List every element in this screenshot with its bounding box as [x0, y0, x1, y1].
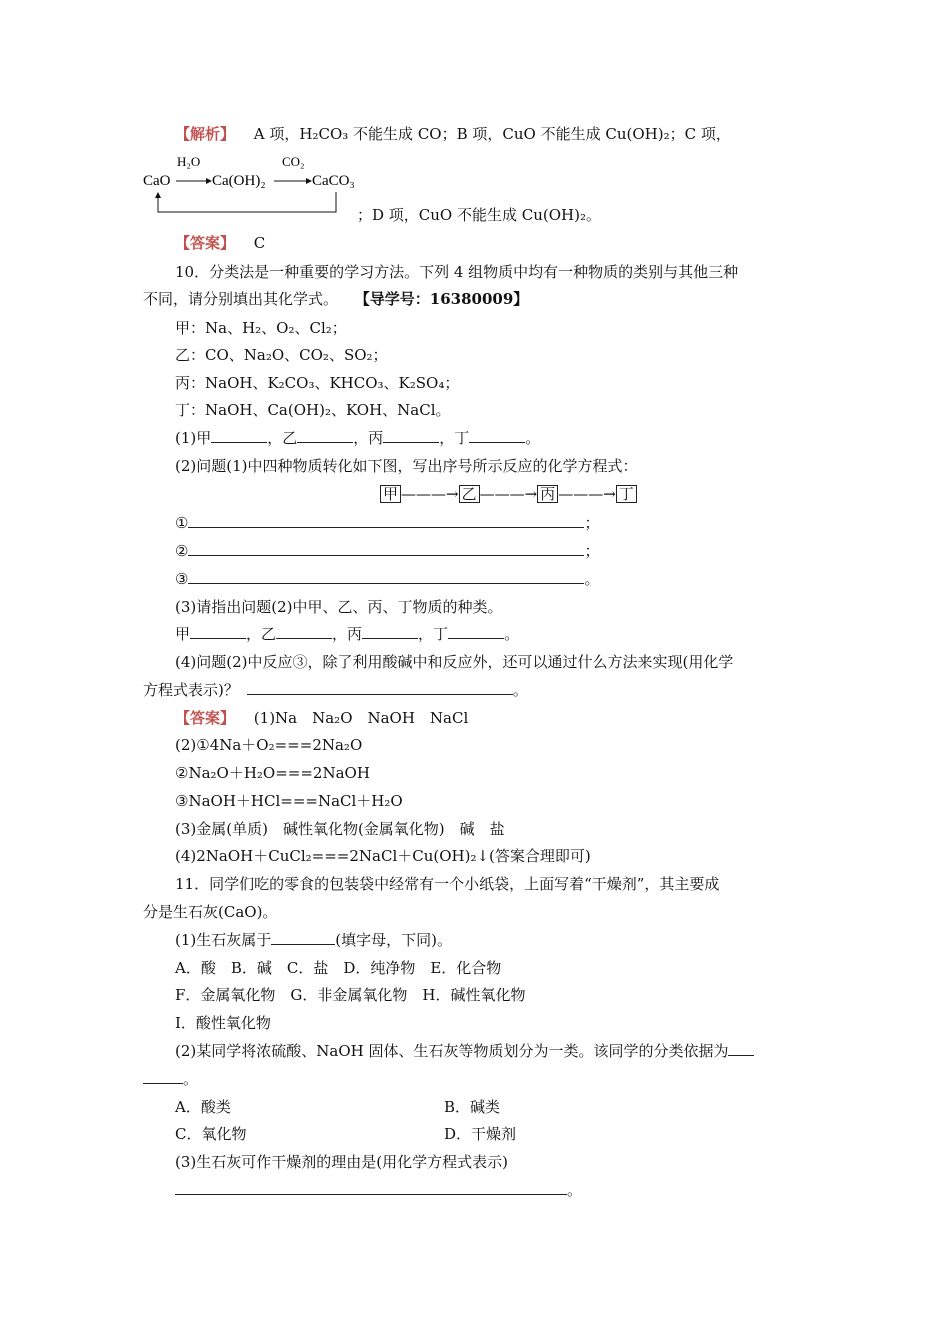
q10-p4-line2 — [143, 680, 528, 700]
item-1-end: ； — [584, 514, 600, 532]
q11-p3-line — [175, 1180, 582, 1200]
q11-p3-end: 。 — [567, 1181, 583, 1199]
diagram-arrow1-label: H₂O — [177, 154, 201, 169]
q10-p2-stem: (2)问题(1)中四种物质转化如下图，写出序号所示反应的化学方程式： — [175, 457, 638, 475]
p3-label-b: ，乙 — [246, 625, 277, 643]
jiexi-tag: 【解析】 — [175, 125, 236, 143]
loop-arrow-head — [155, 192, 161, 198]
q11-optA: A．酸类 — [175, 1098, 231, 1116]
p3-label-e: 。 — [504, 625, 520, 643]
q10-p3-stem: (3)请指出问题(2)中甲、乙、丙、丁物质的种类。 — [175, 598, 503, 616]
blank-p4[interactable] — [247, 680, 513, 695]
answer10-a5: (3)金属(单质) 碱性氧化物(金属氧化物) 碱 盐 — [175, 820, 505, 838]
q11-opts3: I．酸性氧化物 — [175, 1014, 271, 1032]
q11-stem1: 11．同学们吃的零食的包装袋中经常有一个小纸袋，上面写着“干燥剂”，其主要成 — [175, 875, 720, 893]
q11-p2-end: 。 — [183, 1070, 199, 1088]
blank-eq-2[interactable] — [188, 541, 584, 556]
flow-ding: 丁 — [616, 485, 637, 503]
q11-p1-end: (填字母，下同)。 — [335, 931, 452, 949]
p1-label-b: ，乙 — [267, 429, 298, 447]
blank-q11-2a[interactable] — [728, 1041, 754, 1056]
item-2-num: ② — [175, 542, 189, 560]
q11-p1-text: (1)生石灰属于 — [175, 931, 272, 949]
jiexi-line — [175, 124, 731, 144]
item-2-end: ； — [584, 542, 600, 560]
q11-p2-text: (2)某同学将浓硫酸、NaOH 固体、生石灰等物质划分为一类。该同学的分类依据为 — [175, 1042, 729, 1060]
q11-p2-cont — [143, 1069, 198, 1089]
q10-group-1: 甲：Na、H₂、O₂、Cl₂； — [175, 319, 347, 337]
diagram-cao: CaO — [143, 173, 171, 189]
flow-jia: 甲 — [380, 485, 401, 503]
answer10-tag: 【答案】 — [175, 709, 236, 727]
blank-ding[interactable] — [469, 428, 525, 443]
p1-label-a: (1)甲 — [175, 429, 212, 447]
q10-stem2: 不同，请分别填出其化学式。 — [143, 290, 339, 308]
flow-arrow-3: ———→ — [558, 485, 616, 503]
p1-label-c: ，丙 — [353, 429, 384, 447]
answer9-value: C — [253, 234, 266, 252]
item-3-num: ③ — [175, 570, 189, 588]
answer10-a2: (2)①4Na＋O₂===2Na₂O — [175, 736, 363, 754]
blank-yi[interactable] — [297, 428, 353, 443]
diagram-caco3: CaCO₃ — [312, 173, 355, 189]
p1-label-d: ，丁 — [439, 429, 470, 447]
answer10-a3: ②Na₂O＋H₂O===2NaOH — [175, 764, 370, 782]
item-3-end: 。 — [584, 570, 600, 588]
answer10-a1: (1)Na Na₂O NaOH NaCl — [253, 709, 469, 727]
blank-q11-2b[interactable] — [143, 1069, 183, 1084]
blank-ding-kind[interactable] — [448, 624, 504, 639]
jiexi-text: A 项，H₂CO₃ 不能生成 CO；B 项，CuO 不能生成 Cu(OH)₂；C 项， — [253, 125, 731, 143]
item-1-num: ① — [175, 514, 189, 532]
q11-stem2: 分是生石灰(CaO)。 — [143, 903, 278, 921]
p3-label-d: ，丁 — [418, 625, 449, 643]
blank-q11-3[interactable] — [175, 1180, 567, 1195]
p3-label-a: 甲 — [175, 625, 191, 643]
diagram-caoh2: Ca(OH)₂ — [212, 173, 266, 189]
blank-bing[interactable] — [383, 428, 439, 443]
q11-p3: (3)生石灰可作干燥剂的理由是(用化学方程式表示) — [175, 1153, 508, 1171]
p4-end: 。 — [512, 681, 528, 699]
q10-p2-item-3 — [175, 569, 599, 589]
answer10-line — [175, 708, 468, 728]
q11-p1 — [175, 930, 452, 950]
flow-yi: 乙 — [459, 485, 480, 503]
q10-p2-item-1 — [175, 513, 599, 533]
q11-optC: C．氧化物 — [175, 1125, 247, 1143]
loop-arrow — [158, 192, 336, 212]
flow-arrow-2: ———→ — [479, 485, 538, 503]
answer9-tag: 【答案】 — [175, 234, 236, 252]
blank-jia[interactable] — [211, 428, 267, 443]
reaction-diagram — [143, 152, 373, 222]
flow-diagram — [380, 484, 637, 504]
q10-p2-item-2 — [175, 541, 599, 561]
q11-optD: D．干燥剂 — [444, 1125, 517, 1143]
q11-opts2: F．金属氧化物 G．非金属氧化物 H．碱性氧化物 — [175, 986, 526, 1004]
flow-bing: 丙 — [537, 485, 558, 503]
q10-p3 — [175, 624, 519, 644]
q11-p2 — [175, 1041, 754, 1061]
blank-q11-1[interactable] — [271, 930, 335, 945]
answer10-a6: (4)2NaOH＋CuCl₂===2NaCl＋Cu(OH)₂↓(答案合理即可) — [175, 847, 591, 865]
q11-opts1: A．酸 B．碱 C．盐 D．纯净物 E．化合物 — [175, 959, 502, 977]
answer10-a4: ③NaOH＋HCl===NaCl＋H₂O — [175, 792, 403, 810]
jiexi-text2: ；D 项，CuO 不能生成 Cu(OH)₂。 — [357, 206, 601, 224]
blank-eq-3[interactable] — [188, 569, 584, 584]
blank-yi-kind[interactable] — [276, 624, 332, 639]
q10-group-4: 丁：NaOH、Ca(OH)₂、KOH、NaCl。 — [175, 401, 451, 419]
p3-label-c: ，丙 — [332, 625, 363, 643]
q10-group-2: 乙：CO、Na₂O、CO₂、SO₂； — [175, 346, 388, 364]
q10-stem2-line — [143, 289, 528, 309]
p4-text: 方程式表示)？ — [143, 681, 239, 699]
flow-arrow-1: ———→ — [401, 485, 459, 503]
q10-group-3: 丙：NaOH、K₂CO₃、KHCO₃、K₂SO₄； — [175, 374, 460, 392]
q10-guide: 【导学号：16380009】 — [354, 290, 529, 308]
blank-bing-kind[interactable] — [362, 624, 418, 639]
q10-p4-line1: (4)问题(2)中反应③，除了利用酸碱中和反应外，还可以通过什么方法来实现(用化学 — [175, 653, 734, 671]
answer9-line — [175, 233, 265, 253]
q11-optB: B．碱类 — [444, 1098, 501, 1116]
reaction-diagram-svg — [143, 152, 373, 222]
q10-stem1: 10．分类法是一种重要的学习方法。下列 4 组物质中均有一种物质的类别与其他三种 — [175, 263, 739, 281]
diagram-arrow2-label: CO₂ — [282, 154, 305, 169]
p1-label-e: 。 — [525, 429, 541, 447]
blank-jia-kind[interactable] — [190, 624, 246, 639]
blank-eq-1[interactable] — [188, 513, 584, 528]
q10-p1 — [175, 428, 540, 448]
